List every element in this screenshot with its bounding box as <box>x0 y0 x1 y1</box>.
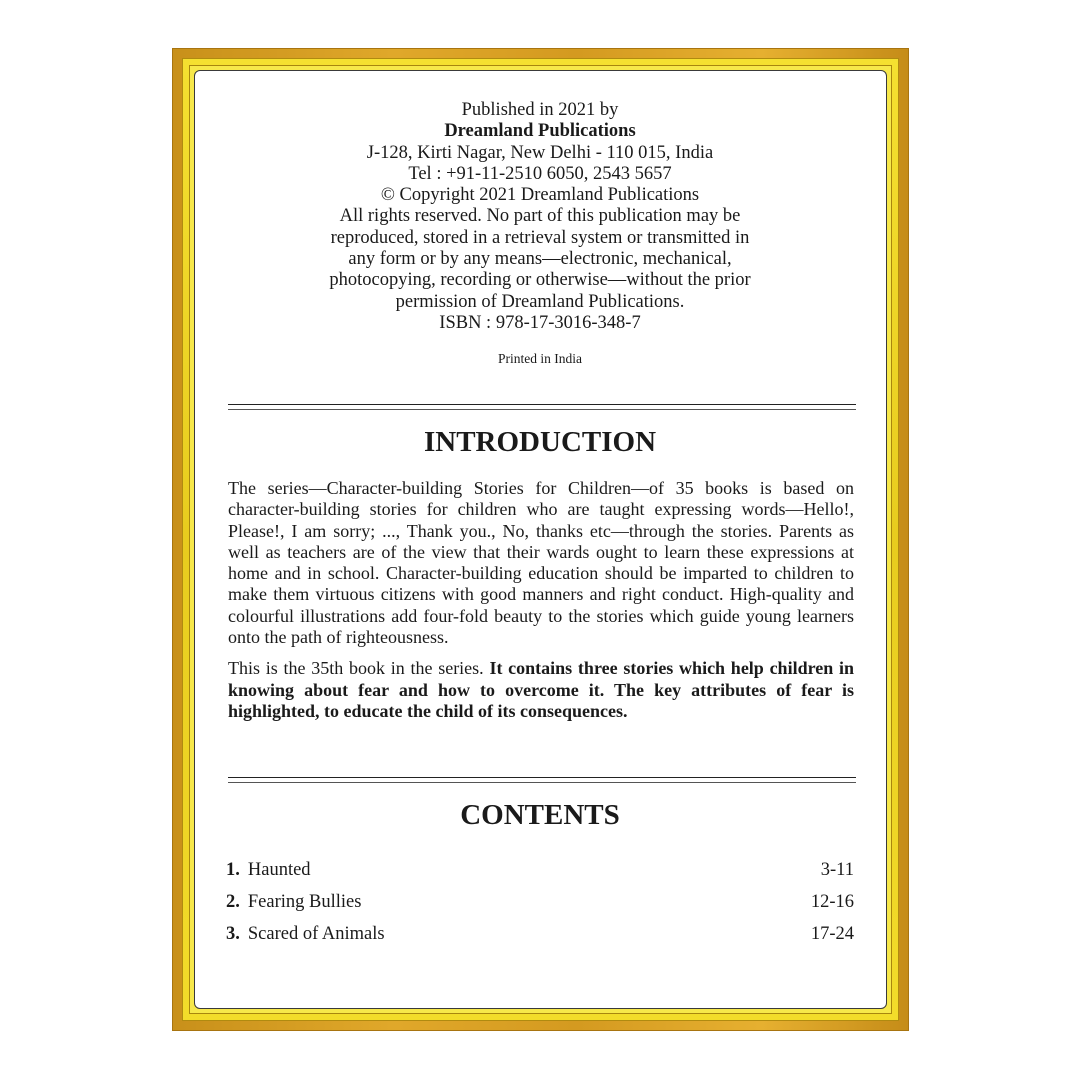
contents-item-title: Fearing Bullies <box>247 892 362 912</box>
isbn-line: ISBN : 978-17-3016-348-7 <box>439 312 641 333</box>
contents-item-title-wrap <box>226 888 361 920</box>
publisher-address: J-128, Kirti Nagar, New Delhi - 110 015, India <box>366 142 714 163</box>
contents-item[interactable] <box>226 888 854 920</box>
contents-item[interactable] <box>226 920 854 952</box>
intro-bold-text: It contains three stories which help children in knowing about fear and how to overcome it. The key attributes of fear is highlighted, to educate the child of its consequences. <box>228 658 854 721</box>
rights-line: permission of Dreamland Publications. <box>395 291 685 312</box>
introduction-paragraph: The series—Character-building Stories for Children—of 35 books is based on character-building stories for children who are taught expressing words—Hello!, Please!, I am sorry; ..., Thank you., No, thanks etc—through the stories. Parents as well as teachers are of the view that their wards ought to learn these expressions at home and in school. Character-building education should be imparted to children to make them virtuous citizens with good manners and right conduct. High-quality and colourful illustrations add four-fold beauty to the stories which guide young learners onto the path of righteousness. <box>228 478 854 648</box>
section-divider <box>228 404 856 410</box>
contents-item-pages: 12-16 <box>810 892 854 912</box>
contents-list <box>226 856 854 952</box>
rights-line: photocopying, recording or otherwise—without the prior <box>329 270 751 291</box>
introduction-paragraph-2 <box>228 658 854 722</box>
contents-item-title: Haunted <box>247 860 311 880</box>
contents-item-number: 3. <box>226 924 240 944</box>
contents-item-title-wrap <box>226 920 385 952</box>
contents-item-title-wrap <box>226 856 311 888</box>
contents-item-title: Scared of Animals <box>247 924 385 944</box>
copyright-line: © Copyright 2021 Dreamland Publications <box>380 185 700 206</box>
publisher-block <box>0 100 1080 370</box>
section-divider <box>228 777 856 783</box>
rights-line: All rights reserved. No part of this publication may be <box>339 206 741 227</box>
contents-item-number: 2. <box>226 892 240 912</box>
rights-line: reproduced, stored in a retrieval system or transmitted in <box>330 227 750 248</box>
printed-in-line: Printed in India <box>498 351 582 367</box>
contents-item-number: 1. <box>226 860 240 880</box>
published-line: Published in 2021 by <box>461 100 619 120</box>
introduction-heading: INTRODUCTION <box>423 426 657 458</box>
introduction-body <box>228 478 854 732</box>
contents-item[interactable] <box>226 856 854 888</box>
contents-item-pages: 17-24 <box>810 924 854 944</box>
rights-line: any form or by any means—electronic, mechanical, <box>348 249 732 270</box>
publisher-name: Dreamland Publications <box>444 121 636 142</box>
contents-heading: CONTENTS <box>460 799 620 831</box>
intro-plain-text: This is the 35th book in the series. <box>228 658 484 679</box>
contents-item-pages: 3-11 <box>820 860 854 880</box>
publisher-tel: Tel : +91-11-2510 6050, 2543 5657 <box>408 163 672 184</box>
